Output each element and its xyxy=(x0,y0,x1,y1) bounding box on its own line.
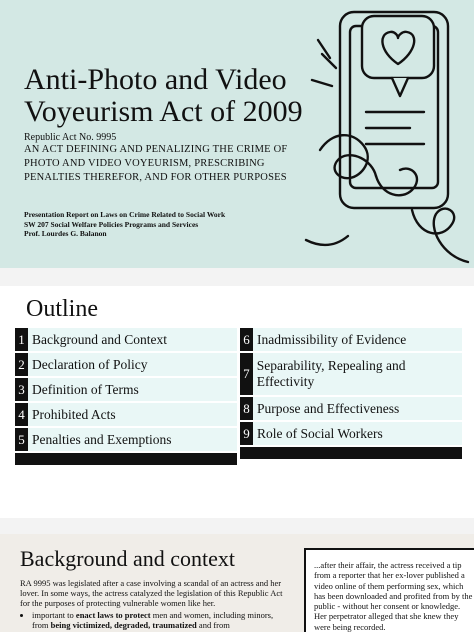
outline-item-purpose xyxy=(240,397,462,422)
item-number: 2 xyxy=(15,353,28,376)
background-title: Background and context xyxy=(20,546,236,571)
outline-item-background xyxy=(15,328,237,353)
outline-column-right xyxy=(240,328,462,461)
outline-column-footer xyxy=(15,453,237,467)
title-slide xyxy=(0,0,474,268)
phone-heart-icon xyxy=(292,0,474,268)
republic-act-number: Republic Act No. 9995 xyxy=(24,132,117,143)
outline-item-declaration xyxy=(15,353,237,378)
background-slide xyxy=(0,534,474,632)
item-label: Separability, Repealing and Effectivity xyxy=(256,358,406,389)
slide-title: Anti-Photo and Video Voyeurism Act of 2009 xyxy=(24,63,303,128)
item-number: 9 xyxy=(240,422,253,445)
credit-line: Prof. Lourdes G. Balanon xyxy=(24,229,107,238)
item-label: Role of Social Workers xyxy=(257,425,383,441)
slide-separator xyxy=(0,268,474,286)
background-body xyxy=(20,578,290,630)
background-bullet xyxy=(32,610,290,630)
item-number: 7 xyxy=(240,353,253,395)
item-number: 3 xyxy=(15,378,28,401)
outline-column-left xyxy=(15,328,237,467)
background-bullets xyxy=(32,610,290,630)
background-intro: RA 9995 was legislated after a case involving a scandal of an actress and her lover. In some ways, the actress catalyzed the legislation of this Republic Act for the purposes of protecting vulnerable women like her. xyxy=(20,578,283,608)
story-card-text: ...after their affair, the actress received a tip from a reporter that her ex-lover published a video online of them performing sex, which has been downloaded and profited from by the public - without her consent or knowledge. Her perpetrator alleged that she knew they were being recorded. xyxy=(314,560,473,632)
bullet-bold-text: enact laws to protect xyxy=(75,610,151,620)
outline-slide xyxy=(0,286,474,518)
outline-column-footer xyxy=(240,447,462,461)
bullet-bold-text: being victimized, degraded, traumatized xyxy=(50,620,197,630)
outline-item-prohibited xyxy=(15,403,237,428)
act-description: AN ACT DEFINING AND PENALIZING THE CRIME OF PHOTO AND VIDEO VOYEURISM, PRESCRIBING PENALTIES THEREFOR, AND FOR OTHER PURPOSES xyxy=(24,144,288,183)
outline-item-penalties xyxy=(15,428,237,453)
outline-title: Outline xyxy=(26,296,98,322)
credit-line: Presentation Report on Laws on Crime Related to Social Work xyxy=(24,210,226,219)
item-label: Background and Context xyxy=(32,331,167,347)
outline-item-inadmissibility xyxy=(240,328,462,353)
item-label: Declaration of Policy xyxy=(32,356,148,372)
item-number: 6 xyxy=(240,328,253,351)
item-number: 8 xyxy=(240,397,253,420)
slide-separator xyxy=(0,518,474,534)
item-label: Definition of Terms xyxy=(32,381,139,397)
credit-line: SW 207 Social Welfare Policies Programs and Services xyxy=(24,219,199,229)
outline-item-social-workers xyxy=(240,422,462,447)
item-number: 5 xyxy=(15,428,28,451)
bullet-text: important to xyxy=(32,610,76,620)
item-number: 1 xyxy=(15,328,28,351)
item-number: 4 xyxy=(15,403,28,426)
item-label: Inadmissibility of Evidence xyxy=(257,331,407,347)
bullet-text: and from xyxy=(196,620,230,630)
item-label: Prohibited Acts xyxy=(32,406,116,422)
story-card xyxy=(304,548,474,632)
outline-item-definition xyxy=(15,378,237,403)
item-label: Penalties and Exemptions xyxy=(32,431,172,447)
outline-item-separability xyxy=(240,353,462,397)
presentation-credits xyxy=(24,210,324,239)
bullet-text: men and women, including minors, from xyxy=(32,610,274,630)
item-label: Purpose and Effectiveness xyxy=(257,400,400,416)
